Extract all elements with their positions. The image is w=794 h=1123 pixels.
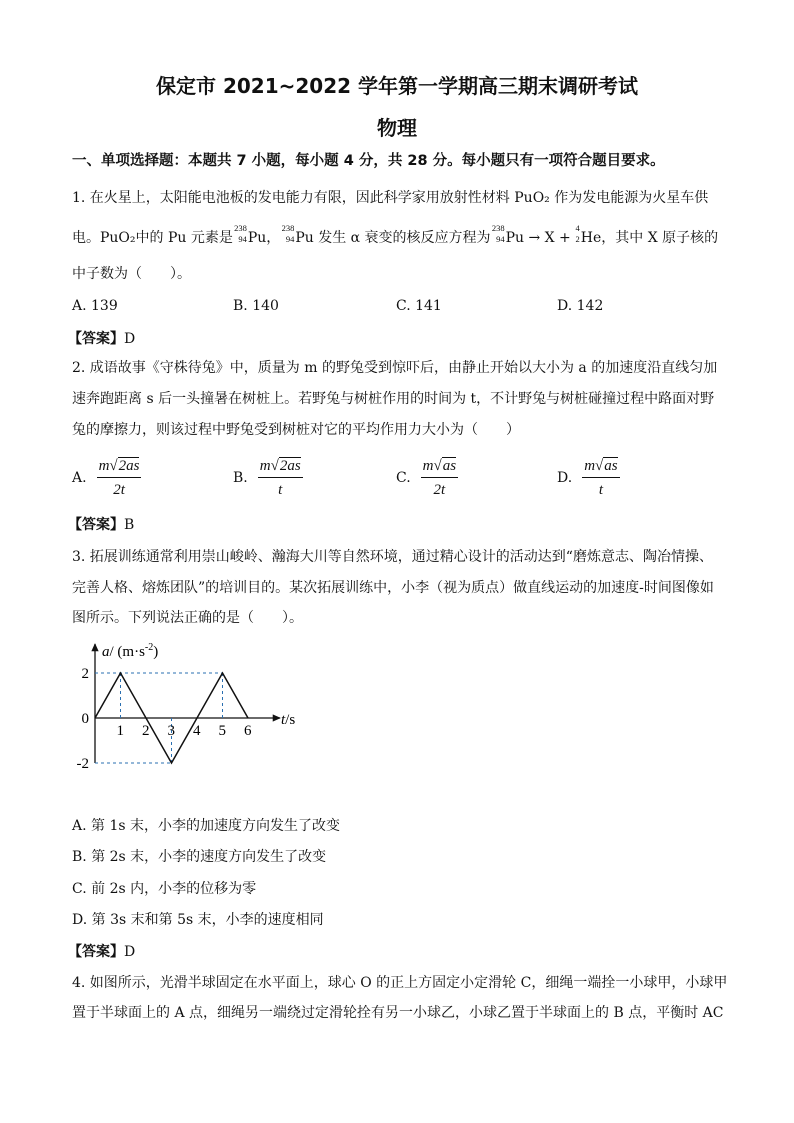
fraction: $\frac{m√2as}{t}$ bbox=[259, 458, 301, 498]
q1-line-2 bbox=[72, 223, 719, 248]
answer-value: D bbox=[124, 331, 136, 347]
y-tick-label: 2 bbox=[81, 666, 89, 682]
q1-answer bbox=[68, 328, 135, 348]
x-axis-label: t/s bbox=[281, 712, 296, 728]
q1-text-d: Pu → X + bbox=[505, 230, 571, 246]
answer-label: 【答案】 bbox=[68, 331, 124, 347]
q2-option-b: B. $\frac{m√2as}{t}$ bbox=[233, 458, 301, 498]
q1-text-c: Pu 发生 α 衰变的核反应方程为 bbox=[295, 230, 491, 246]
q3-line-2: 完善人格、熔炼团队”的培训目的。某次拓展训练中，小李（视为质点）做直线运动的加速度-时间图像如 bbox=[72, 580, 714, 596]
answer-value: D bbox=[124, 944, 136, 960]
q4-line-2: 置于半球面上的 A 点，细绳另一端绕过定滑轮拴有另一小球乙，小球乙置于半球面上的 B 点，平衡时 AC bbox=[72, 1005, 724, 1021]
answer-label: 【答案】 bbox=[68, 944, 124, 960]
q3-option-a: A. 第 1s 末，小李的加速度方向发生了改变 bbox=[72, 818, 341, 834]
y-tick-label: 0 bbox=[81, 711, 89, 727]
pu-isotope-notation: 238 94 bbox=[491, 223, 505, 244]
fraction: $\frac{m√as}{2t}$ bbox=[422, 458, 457, 498]
x-tick-label: 6 bbox=[244, 723, 252, 739]
q1-line-1: 1. 在火星上，太阳能电池板的发电能力有限，因此科学家用放射性材料 PuO₂ 作为发电能源为火星车供 bbox=[72, 190, 709, 206]
y-axis-unit: / (m·s bbox=[109, 644, 145, 660]
x-tick-label: 3 bbox=[167, 723, 175, 739]
fraction: $\frac{m√2as}{2t}$ bbox=[98, 458, 140, 498]
section-heading: 一、单项选择题：本题共 7 小题，每小题 4 分，共 28 分。每小题只有一项符合题目要求。 bbox=[72, 153, 665, 169]
answer-value: B bbox=[124, 517, 135, 533]
x-tick-labels bbox=[117, 723, 253, 739]
q3-option-d: D. 第 3s 末和第 5s 末，小李的速度相同 bbox=[72, 912, 324, 928]
q2-line-3: 兔的摩擦力，则该过程中野兔受到树桩对它的平均作用力大小为（ ） bbox=[72, 422, 520, 438]
q2-option-a: A. $\frac{m√2as}{2t}$ bbox=[72, 458, 140, 498]
q1-option-d: D. 142 bbox=[557, 298, 604, 314]
exam-title: 保定市 2021~2022 学年第一学期高三期末调研考试 bbox=[155, 74, 638, 98]
x-tick-label: 5 bbox=[218, 723, 226, 739]
q2-option-c: C. $\frac{m√as}{2t}$ bbox=[396, 458, 457, 498]
x-tick-label: 2 bbox=[142, 723, 150, 739]
pu-isotope-notation: 238 94 bbox=[234, 223, 247, 244]
q2-line-2: 速奔跑距离 s 后一头撞暑在树桩上。若野兔与树桩作用的时间为 t，不计野兔与树桩碰撞过程中路面对野 bbox=[72, 391, 715, 407]
q3-line-3: 图所示。下列说法正确的是（ ）。 bbox=[72, 610, 303, 626]
q3-answer bbox=[68, 941, 135, 961]
q2-answer bbox=[68, 514, 134, 534]
subject-title: 物理 bbox=[377, 116, 417, 140]
q1-text-a: 电。PuO₂中的 Pu 元素是 bbox=[72, 230, 233, 246]
q1-option-c: C. 141 bbox=[396, 298, 442, 314]
y-tick-labels bbox=[77, 666, 90, 772]
q3-option-b: B. 第 2s 末，小李的速度方向发生了改变 bbox=[72, 849, 327, 865]
q1-option-a: A. 139 bbox=[72, 298, 118, 314]
q1-text-e: He，其中 X 原子核的 bbox=[580, 230, 719, 246]
answer-label: 【答案】 bbox=[68, 517, 124, 533]
he-isotope-notation: 4 2 bbox=[575, 223, 580, 244]
q2-option-d: D. $\frac{m√as}{t}$ bbox=[557, 458, 618, 498]
q1-text-b: Pu， bbox=[247, 230, 281, 246]
q2-line-1: 2. 成语故事《守株待兔》中，质量为 m 的野兔受到惊吓后，由静止开始以大小为 a 的加速度沿直线匀加 bbox=[72, 360, 718, 376]
pu-isotope-notation: 238 94 bbox=[281, 223, 295, 244]
q4-line-1: 4. 如图所示，光滑半球固定在水平面上，球心 O 的正上方固定小定滑轮 C，细绳一端拴一小球甲，小球甲 bbox=[72, 975, 728, 991]
x-tick-label: 1 bbox=[116, 723, 124, 739]
acceleration-time-graph bbox=[70, 638, 310, 778]
q1-line-3: 中子数为（ ）。 bbox=[72, 266, 191, 282]
q1-option-b: B. 140 bbox=[233, 298, 279, 314]
q3-option-c: C. 前 2s 内，小李的位移为零 bbox=[72, 881, 257, 897]
fraction: $\frac{m√as}{t}$ bbox=[584, 458, 618, 498]
x-tick-label: 4 bbox=[193, 723, 201, 739]
y-tick-label: -2 bbox=[76, 756, 89, 772]
q3-line-1: 3. 拓展训练通常利用崇山峻岭、瀚海大川等自然环境，通过精心设计的活动达到“磨炼意志、陶冶情操、 bbox=[72, 549, 713, 565]
y-axis-label: a/ $(m\cdot s^{-2})$ bbox=[102, 642, 159, 660]
